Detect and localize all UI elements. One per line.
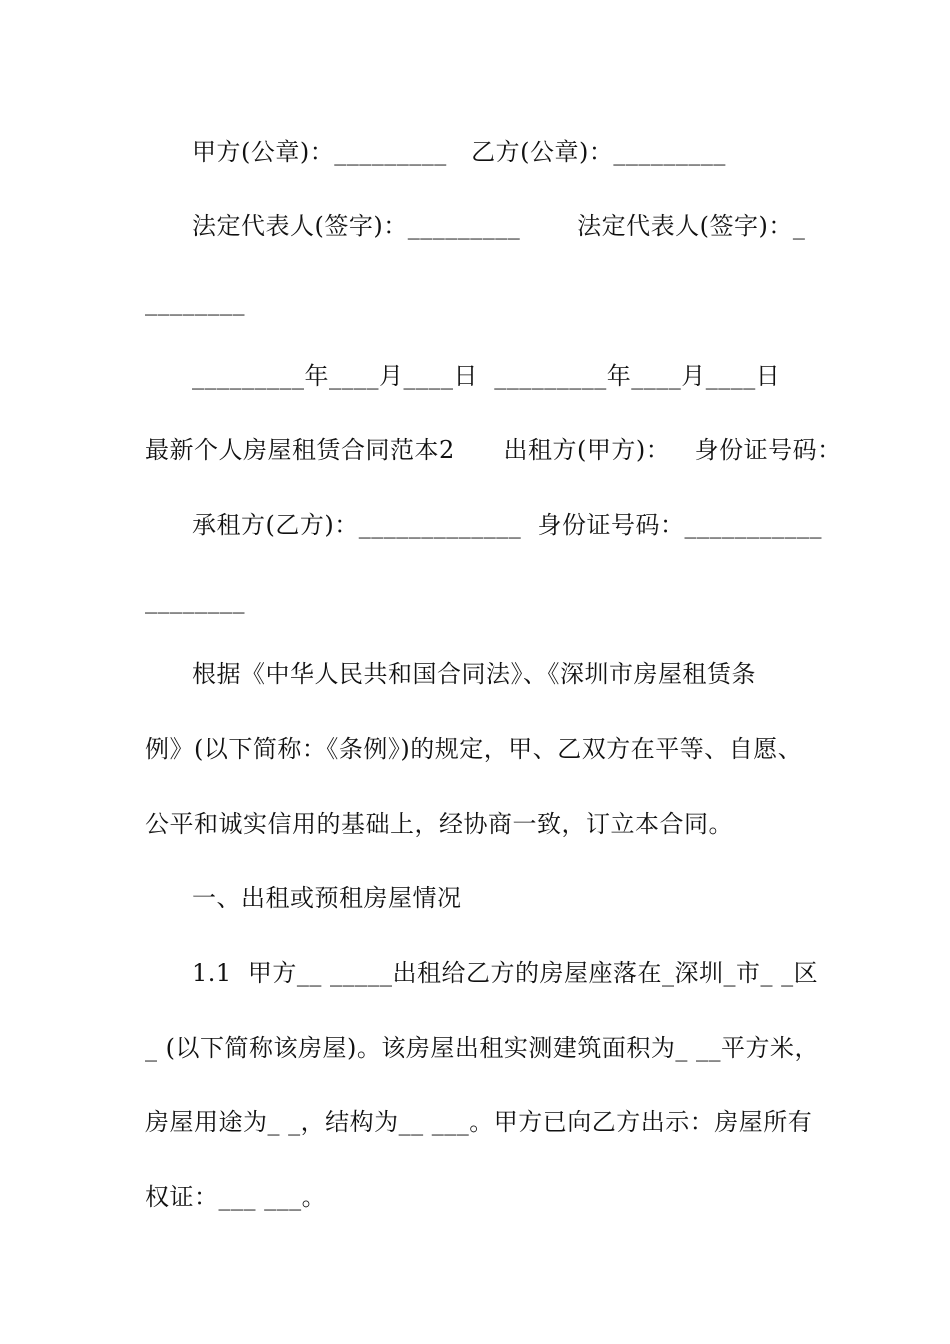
lessee-line-continuation: ________: [145, 586, 245, 614]
signature-line-continuation: ________: [145, 288, 245, 316]
date-line: _________年____月____日 _________年____月____日: [192, 362, 781, 390]
preamble-line-3: 公平和诚实信用的基础上，经协商一致，订立本合同。: [145, 810, 733, 838]
clause-1-1-line-1: 1.1 甲方__ _____出租给乙方的房屋座落在_深圳_市_ _区: [192, 959, 819, 987]
preamble-line-1: 根据《中华人民共和国合同法》、《深圳市房屋租赁条: [192, 660, 756, 688]
signature-line-seals: 甲方(公章)：_________ 乙方(公章)：_________: [192, 138, 726, 166]
preamble-line-2: 例》(以下简称：《条例》)的规定，甲、乙双方在平等、自愿、: [145, 735, 803, 763]
clause-1-1-line-2: _ (以下简称该房屋)。该房屋出租实测建筑面积为_ __平方米，: [145, 1034, 819, 1062]
clause-1-1-line-4: 权证：___ ___。: [145, 1183, 327, 1211]
section-heading-1: 一、出租或预租房屋情况: [192, 884, 462, 912]
signature-line-representatives: 法定代表人(签字)：_________ 法定代表人(签字)：_: [192, 212, 806, 240]
contract-title-line: 最新个人房屋租赁合同范本2 出租方(甲方)： 身份证号码：: [145, 436, 842, 464]
lessee-line: 承租方(乙方)：_____________ 身份证号码：___________: [192, 511, 822, 539]
clause-1-1-line-3: 房屋用途为_ _，结构为__ ___。甲方已向乙方出示：房屋所有: [145, 1108, 813, 1136]
